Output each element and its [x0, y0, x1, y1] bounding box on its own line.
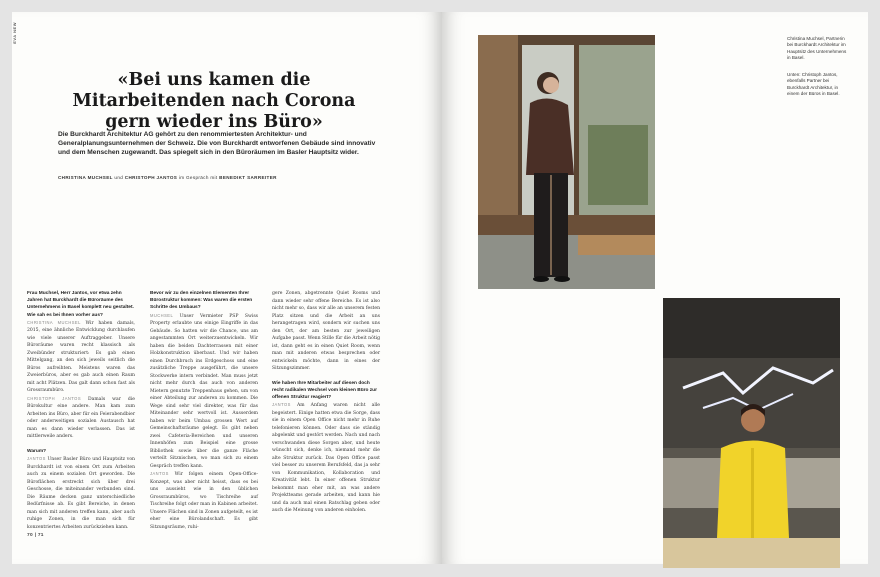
text-column-3	[272, 290, 380, 515]
answer-text: gere Zonen, abgetrennte Quiet Rooms und dann wieder sehr offene Bereiche. Es ist also nicht mehr so, dass wir alle an unserem festen Platz sitzen und die Arbeit an uns herangetragen wird, sondern wir suchen uns den Ort, der am besten zur jeweiligen Aufgabe passt. Wenn Stille für die Arbeit nötig ist, dann geht es in einen Quiet Room, wenn man mit anderen etwas besprechen oder entwickeln möchte, dann in eines der Sitzungszimmer.	[272, 291, 380, 371]
section-tag: EVA NEW	[12, 22, 17, 44]
speaker-label: CHRISTOPH JANTOS	[27, 395, 81, 401]
speaker-label: CHRISTINA MUCHSEL	[27, 319, 81, 325]
byline-context: im Gespräch mit	[178, 175, 218, 180]
answer-text: Am Anfang waren nicht alle begeistert. Einige hatten etwa die Sorge, dass sie in einem Open Office nicht mehr in Ruhe telefonieren können. Oder dass sie ständig abgelenkt und gestört werden. Nach und nach verschwanden diese Sorgen aber, und heute wünscht sich, denke ich, niemand mehr die alte Struktur zurück. Das Open Office passt viel besser zu unserem Berufsfeld, das ja sehr von Kommunikation, Kollaboration und Kreativität lebt. In einer offenen Struktur bekommt man eher mit, an was andere Projektteams gerade arbeiten, und kann hie und da auch mal einen Ratschlag geben oder auch die Meinung von anderen einholen.	[272, 403, 380, 514]
byline-name-2: CHRISTOPH JANTOS	[124, 175, 178, 180]
question: Wie haben Ihre Mitarbeiter auf diesen doch recht radikalen Wechsel vom kleinen Büro zur offenen Struktur reagiert?	[272, 380, 377, 400]
answer-text: Wir folgen einem Open-Office-Konzept, was aber nicht heisst, dass es bei uns aussieht wie in den üblichen Grossraumbüros, wo Tischreihe auf Tischreihe folgt oder man in Kabinen arbeitet. Unsere Flächen sind in Zonen aufgeteilt, es ist eher eine Bürolandschaft. Es gibt Sitzungsräume, ruhi-	[150, 472, 258, 530]
byline-name-1: CHRISTINA MUCHSEL	[58, 175, 113, 180]
photo-illustration-2	[663, 298, 840, 568]
article-headline: «Bei uns kamen die Mitarbeitenden nach Corona gern wieder ins Büro»	[72, 70, 356, 132]
answer	[272, 401, 380, 515]
page-folio: 70 | 71	[27, 533, 44, 538]
text-column-1	[27, 290, 135, 531]
text-column-2	[150, 290, 258, 531]
speaker-label: JANTOS	[27, 456, 46, 462]
question: Frau Muchsel, Herr Jantos, vor etwa zehn Jahren hat Burckhardt die Büroräume des Unternehmens in Basel komplett neu gestaltet. Wie sah es bei Ihnen vorher aus?	[27, 291, 134, 318]
question: Bevor wir zu den einzelnen Elementen Ihrer Bürostruktur kommen: Was waren die ersten Schritte des Umbaus?	[150, 291, 253, 311]
answer-text: Unser Vermieter PSP Swiss Property erlaubte uns einige Eingriffe in das Gebäude. So hatten wir die Chance, uns am angestammten Ort weiterzuentwickeln. Wir haben die beiden Dachterrassen mit einer Holzkonstruktion überbaut. Und wir haben einen Durchbruch ins Erdgeschoss und eine zusätzliche Treppe ausgeführt, die unsere Stockwerke intern verbindet. Man muss jetzt nicht mehr durch das auch von anderen Mietern genutzte Treppenhaus gehen, um von einer Abteilung zur anderen zu kommen. Die Wege sind sehr viel direkter, was für das Miteinander sehr wertvoll ist. Ausserdem haben wir beim Umbau grossen Wert auf Gemeinschaftsräume gelegt. Es gibt neben zwei Cafeteria-Bereichen und unseren Innenhöfen zum Beispiel eine grosse Bibliothek sowie über die ganze Fläche verteilt Sitznischen, wo man sich zu einem Gespräch treffen kann.	[150, 313, 258, 469]
photo-christina-muchsel	[478, 35, 655, 289]
speaker-label: JANTOS	[150, 471, 169, 477]
byline-interviewer: BENEDIKT SARREITER	[219, 175, 277, 180]
answer-text: Damals war die Bürokultur eine andere. Man kam zum Arbeiten ins Büro, aber für ein Feierabendbier oder anderweitigen sozialen Austausch hat man es dann wieder verlassen. Das ist mittlerweile anders.	[27, 396, 135, 440]
question: Warum?	[27, 448, 47, 454]
photo-illustration-1	[478, 35, 655, 289]
speaker-label: MUCHSEL	[150, 312, 174, 318]
speaker-label: JANTOS	[272, 402, 291, 408]
answer-text: Wir haben damals, 2015, eine ähnliche Entwicklung durchlaufen wie viele unserer Auftraggeber. Unsere Büroräume waren recht klassisch als Zweibünder strukturiert: Es gab einen Mittelgang, an den sich jeweils seitlich die Büros aufreihten. Meistens waren das Zweierbüros, aber es gab auch einen Raum mit acht Plätzen. Das galt dann schon fast als Grossraumbüro.	[27, 320, 135, 394]
answer	[27, 455, 135, 531]
article-byline	[58, 175, 376, 180]
photo-caption-1: Christina Muchsel, Partnerin bei Burckhardt Architektur im Hauptsitz des Unternehmens in Basel.	[787, 36, 847, 60]
answer	[27, 319, 135, 395]
byline-and: und	[114, 175, 124, 180]
photo-christoph-jantos	[663, 298, 840, 568]
answer	[150, 470, 258, 531]
answer	[27, 395, 135, 441]
answer-text: Unser Basler Büro und Hauptsitz von Burckhardt ist von einem Ort zum Arbeiten auch zu einem sozialen Ort geworden. Die Büroflächen erstreckt sich über drei Geschosse, die miteinander verbunden sind. Die Räume decken ganz unterschiedliche Bedürfnisse ab. Es gibt Bereiche, in denen man sich mit anderen treffen kann, aber auch ruhige Zonen, in die man sich für konzentriertes Arbeiten zurückziehen kann.	[27, 457, 135, 530]
answer	[150, 312, 258, 471]
photo-caption-2: Unten: Christoph Jantos, ebenfalls Partner bei Burckhardt Architektur, in einem der Büros in Basel.	[787, 72, 840, 96]
article-lead: Die Burckhardt Architektur AG gehört zu den renommiertesten Architektur- und Generalplanungsunternehmen der Schweiz. Die von Burckhardt entworfenen Gebäude sind innovativ und dem Menschen zugewandt. Das spiegelt sich in den Büroräumen im Basler Hauptsitz wider.	[58, 131, 376, 157]
